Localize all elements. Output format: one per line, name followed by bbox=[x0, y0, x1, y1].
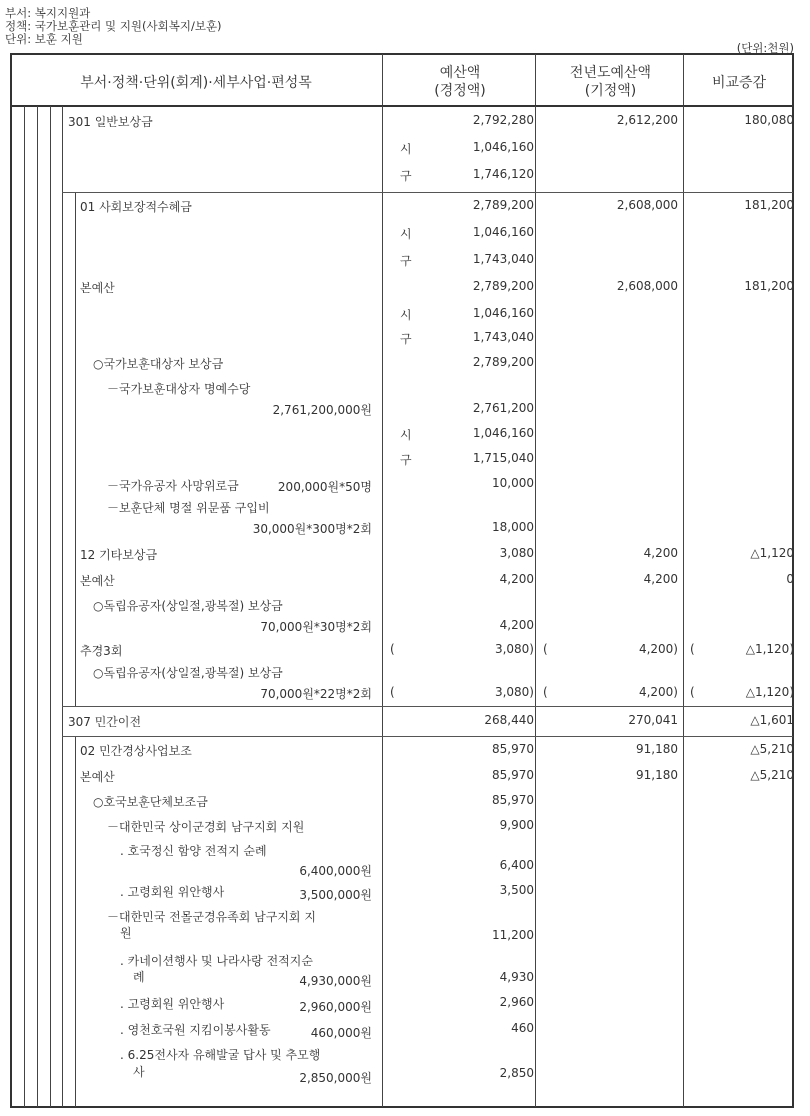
hierarchy-line bbox=[24, 106, 25, 1107]
diff-value: △1,120) bbox=[745, 685, 794, 699]
row-label: 본예산 bbox=[80, 770, 115, 784]
prev-value: 91,180 bbox=[636, 742, 678, 756]
paren-open: ( bbox=[690, 685, 695, 699]
prev-value: 4,200 bbox=[643, 546, 678, 560]
budget-value: 3,500 bbox=[499, 883, 534, 897]
col-divider bbox=[683, 106, 684, 1107]
prev-value: 2,608,000 bbox=[616, 198, 678, 212]
row-label: 추경3회 bbox=[80, 644, 123, 658]
item-label: ○국가보훈대상자 보상금 bbox=[93, 357, 224, 371]
budget-value: 1,715,040 bbox=[472, 451, 534, 465]
diff-value: △5,210 bbox=[750, 742, 794, 756]
item-label: －대한민국 상이군경회 남구지회 지원 bbox=[107, 820, 305, 834]
diff-value: △1,120) bbox=[745, 642, 794, 656]
budget-value: 1,046,160 bbox=[472, 140, 534, 154]
header-col-diff: 비교증감 bbox=[711, 75, 767, 91]
budget-value: 4,930 bbox=[499, 970, 534, 984]
unit-name-label: 단위: 보훈 지원 bbox=[5, 32, 83, 46]
calc-note: 3,500,000원 bbox=[299, 888, 372, 902]
col-divider bbox=[535, 106, 536, 1107]
item-label: . 영천호국원 지킴이봉사활동 bbox=[120, 1023, 271, 1037]
item-label: . 고령회원 위안행사 bbox=[120, 997, 225, 1011]
item-label: －국가유공자 사망위로금 bbox=[107, 479, 239, 493]
item-label: . 카네이션행사 및 나라사랑 전적지순 bbox=[120, 954, 313, 968]
hierarchy-line bbox=[75, 736, 76, 1107]
header-budget-line1: 예산액 bbox=[439, 65, 481, 81]
fund-kind: 구 bbox=[400, 332, 412, 346]
fund-kind: 구 bbox=[400, 453, 412, 467]
diff-value: 0 bbox=[786, 572, 794, 586]
row-label: 301 일반보상금 bbox=[68, 115, 153, 129]
budget-value: 3,080) bbox=[494, 685, 534, 699]
col-divider bbox=[535, 54, 536, 105]
budget-value: 6,400 bbox=[499, 858, 534, 872]
diff-value: 181,200 bbox=[744, 198, 794, 212]
budget-value: 85,970 bbox=[492, 742, 534, 756]
hierarchy-line bbox=[75, 192, 76, 706]
row-separator bbox=[62, 736, 793, 737]
col-divider bbox=[382, 106, 383, 1107]
item-label-cont: 례 bbox=[133, 970, 145, 984]
budget-value: 2,789,200 bbox=[472, 279, 534, 293]
budget-value: 85,970 bbox=[492, 793, 534, 807]
budget-value: 10,000 bbox=[492, 476, 534, 490]
item-label: －국가보훈대상자 명예수당 bbox=[107, 382, 251, 396]
diff-value: 180,080 bbox=[744, 113, 794, 127]
calc-note: 2,761,200,000원 bbox=[272, 403, 372, 417]
diff-value: △1,601 bbox=[750, 713, 794, 727]
budget-value: 9,900 bbox=[499, 818, 534, 832]
item-label-cont: 원 bbox=[120, 926, 132, 940]
prev-value: 270,041 bbox=[628, 713, 678, 727]
calc-note: 200,000원*50명 bbox=[277, 480, 372, 494]
budget-value: 18,000 bbox=[492, 520, 534, 534]
budget-value: 4,200 bbox=[499, 618, 534, 632]
budget-value: 2,792,280 bbox=[472, 113, 534, 127]
policy-label: 정책: 국가보훈관리 및 지원(사회복지/보훈) bbox=[5, 19, 222, 33]
calc-note: 2,850,000원 bbox=[299, 1071, 372, 1085]
paren-open: ( bbox=[390, 642, 395, 656]
row-label: 307 민간이전 bbox=[68, 715, 142, 729]
prev-value: 2,608,000 bbox=[616, 279, 678, 293]
budget-value: 3,080 bbox=[499, 546, 534, 560]
item-label: ○호국보훈단체보조금 bbox=[93, 795, 208, 809]
hierarchy-line bbox=[62, 106, 63, 1107]
budget-value: 4,200 bbox=[499, 572, 534, 586]
budget-value: 1,046,160 bbox=[472, 426, 534, 440]
prev-value: 2,612,200 bbox=[616, 113, 678, 127]
calc-note: 2,960,000원 bbox=[299, 1000, 372, 1014]
fund-kind: 시 bbox=[400, 308, 412, 322]
hierarchy-line bbox=[37, 106, 38, 1107]
budget-value: 1,046,160 bbox=[472, 225, 534, 239]
paren-open: ( bbox=[543, 642, 548, 656]
row-label: 본예산 bbox=[80, 281, 115, 295]
header-prev-line2: (기정액) bbox=[584, 83, 637, 99]
fund-kind: 시 bbox=[400, 227, 412, 241]
header-prev-line1: 전년도예산액 bbox=[569, 65, 652, 81]
header-col-category: 부서·정책·단위(회계)·세부사업·편성목 bbox=[80, 75, 312, 91]
budget-value: 2,789,200 bbox=[472, 198, 534, 212]
row-label: 02 민간경상사업보조 bbox=[80, 744, 192, 758]
budget-value: 85,970 bbox=[492, 768, 534, 782]
paren-open: ( bbox=[390, 685, 395, 699]
calc-note: 4,930,000원 bbox=[299, 974, 372, 988]
item-label: . 호국정신 함양 전적지 순례 bbox=[120, 844, 267, 858]
item-label: ○독립유공자(상일절,광복절) 보상금 bbox=[93, 599, 283, 613]
item-label: －보훈단체 명절 위문품 구입비 bbox=[107, 501, 270, 515]
calc-note: 460,000원 bbox=[310, 1026, 372, 1040]
item-label: . 고령회원 위안행사 bbox=[120, 885, 225, 899]
prev-value: 4,200) bbox=[638, 642, 678, 656]
prev-value: 91,180 bbox=[636, 768, 678, 782]
budget-value: 2,850 bbox=[499, 1066, 534, 1080]
paren-open: ( bbox=[690, 642, 695, 656]
row-separator bbox=[62, 192, 793, 193]
diff-value: △1,120 bbox=[750, 546, 794, 560]
budget-value: 2,789,200 bbox=[472, 355, 534, 369]
col-divider bbox=[382, 54, 383, 105]
budget-value: 1,046,160 bbox=[472, 306, 534, 320]
budget-value: 460 bbox=[511, 1021, 534, 1035]
budget-value: 2,761,200 bbox=[472, 401, 534, 415]
diff-value: △5,210 bbox=[750, 768, 794, 782]
calc-note: 70,000원*22명*2회 bbox=[260, 687, 372, 701]
budget-value: 1,743,040 bbox=[472, 330, 534, 344]
budget-value: 1,743,040 bbox=[472, 252, 534, 266]
row-label: 12 기타보상금 bbox=[80, 548, 158, 562]
calc-note: 70,000원*30명*2회 bbox=[260, 620, 372, 634]
prev-value: 4,200) bbox=[638, 685, 678, 699]
fund-kind: 시 bbox=[400, 428, 412, 442]
header-col-budget bbox=[385, 64, 535, 100]
fund-kind: 구 bbox=[400, 169, 412, 183]
fund-kind: 구 bbox=[400, 254, 412, 268]
budget-value: 268,440 bbox=[484, 713, 534, 727]
item-label: ○독립유공자(상일절,광복절) 보상금 bbox=[93, 666, 283, 680]
budget-value: 2,960 bbox=[499, 995, 534, 1009]
header-col-prev bbox=[538, 64, 683, 100]
fund-kind: 시 bbox=[400, 142, 412, 156]
header-divider bbox=[10, 105, 794, 107]
diff-value: 181,200 bbox=[744, 279, 794, 293]
unit-of-measure: (단위:천원) bbox=[736, 41, 794, 55]
budget-value: 3,080) bbox=[494, 642, 534, 656]
department-label: 부서: 복지지원과 bbox=[5, 6, 91, 20]
calc-note: 6,400,000원 bbox=[299, 864, 372, 878]
row-label: 01 사회보장적수혜금 bbox=[80, 200, 192, 214]
budget-value: 11,200 bbox=[492, 928, 534, 942]
budget-value: 1,746,120 bbox=[472, 167, 534, 181]
prev-value: 4,200 bbox=[643, 572, 678, 586]
item-label: . 6.25전사자 유해발굴 답사 및 추모행 bbox=[120, 1048, 321, 1062]
col-divider bbox=[683, 54, 684, 105]
hierarchy-line bbox=[50, 106, 51, 1107]
calc-note: 30,000원*300명*2회 bbox=[252, 522, 372, 536]
item-label-cont: 사 bbox=[133, 1065, 145, 1079]
paren-open: ( bbox=[543, 685, 548, 699]
header-budget-line2: (경정액) bbox=[434, 83, 486, 99]
row-label: 본예산 bbox=[80, 574, 115, 588]
item-label: －대한민국 전몰군경유족회 남구지회 지 bbox=[107, 910, 316, 924]
row-separator bbox=[62, 706, 793, 707]
